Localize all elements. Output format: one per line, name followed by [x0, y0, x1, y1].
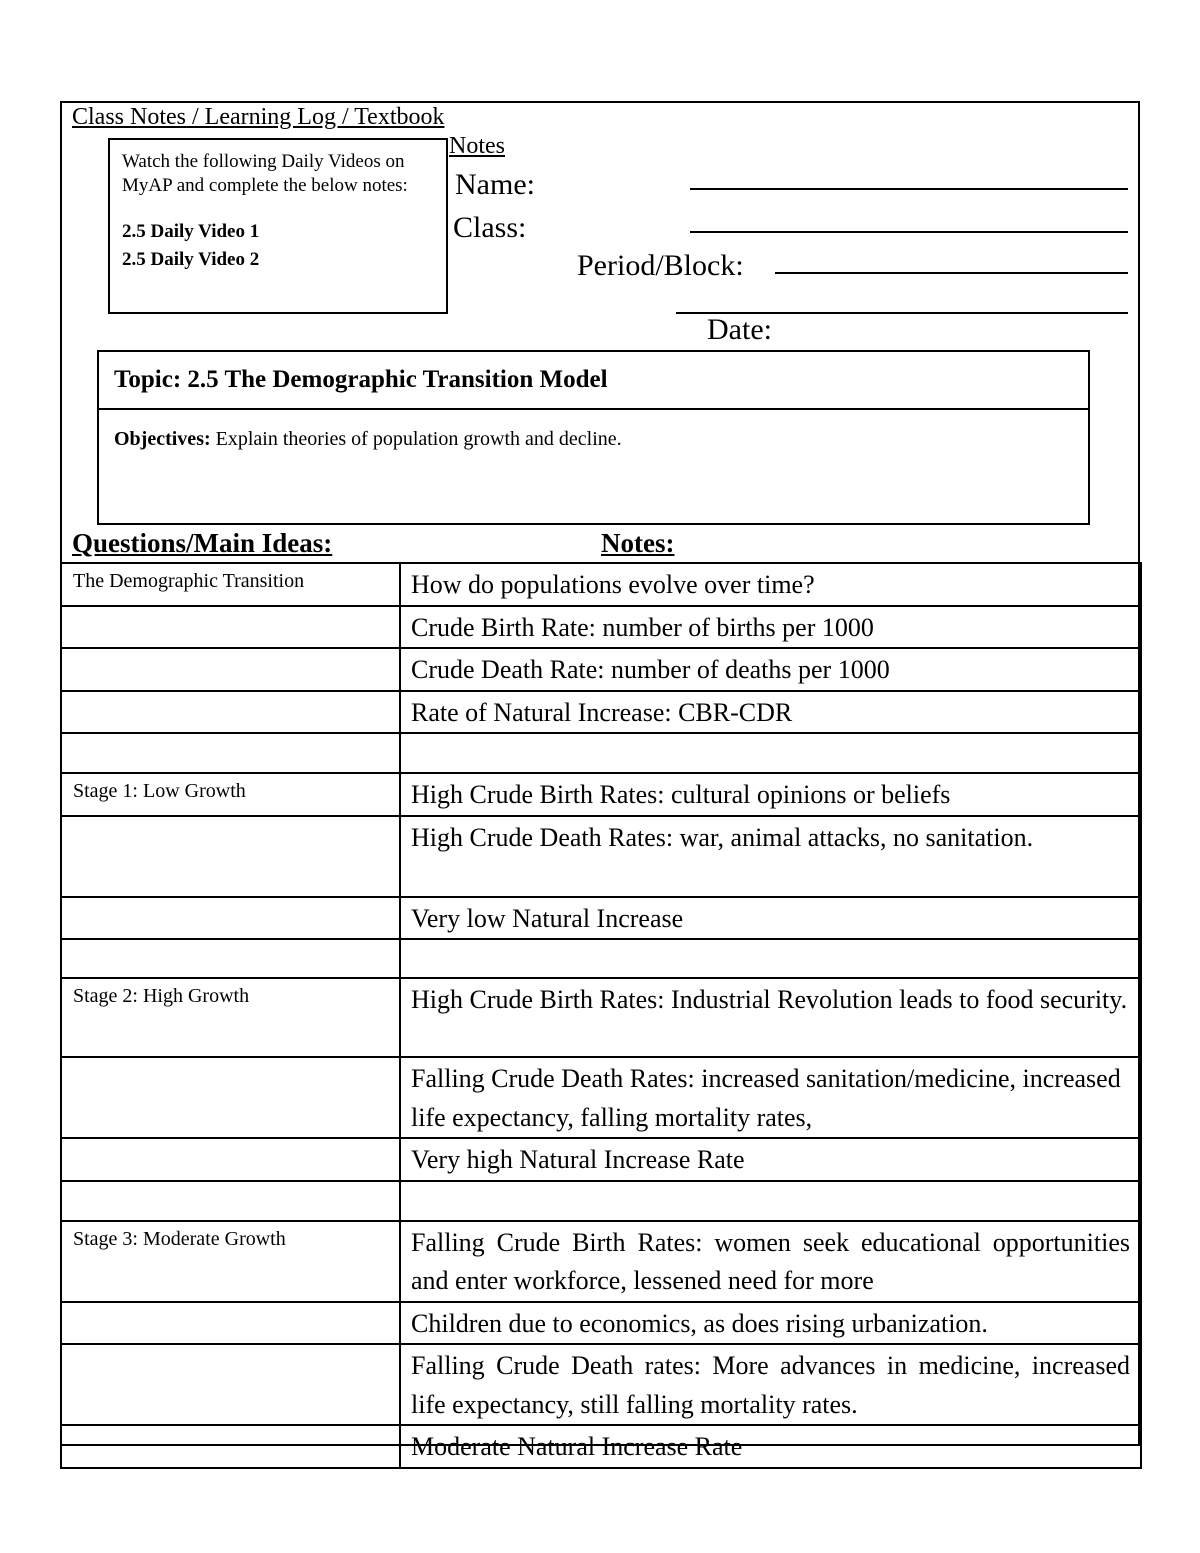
topic-title: Topic: 2.5 The Demographic Transition Model: [99, 352, 1088, 410]
table-row: [61, 978, 1141, 1057]
table-row: [61, 691, 1141, 734]
class-line[interactable]: [690, 231, 1128, 233]
question-cell[interactable]: Stage 2: High Growth: [61, 978, 400, 1057]
table-row: [61, 648, 1141, 691]
objectives: [114, 428, 622, 451]
question-cell[interactable]: [61, 733, 400, 773]
notes-cell[interactable]: [400, 1181, 1141, 1221]
daily-video-box: [108, 138, 448, 314]
notes-cell[interactable]: [400, 733, 1141, 773]
table-row: [61, 733, 1141, 773]
topic-box: [97, 350, 1090, 525]
notes-cell[interactable]: High Crude Birth Rates: Industrial Revolution leads to food security.: [400, 978, 1141, 1057]
period-block-line[interactable]: [775, 272, 1128, 274]
question-cell[interactable]: [61, 1181, 400, 1221]
period-block-label: Period/Block:: [577, 249, 744, 282]
table-row: [61, 816, 1141, 897]
question-cell[interactable]: [61, 606, 400, 649]
question-cell[interactable]: [61, 648, 400, 691]
table-row: [61, 1221, 1141, 1302]
date-label: Date:: [707, 313, 772, 346]
question-cell[interactable]: [61, 939, 400, 978]
table-row: [61, 1057, 1141, 1138]
question-cell[interactable]: [61, 1302, 400, 1345]
question-cell[interactable]: [61, 691, 400, 734]
question-cell[interactable]: [61, 1138, 400, 1181]
table-row: [61, 563, 1141, 606]
notes-table: [60, 562, 1142, 1469]
question-cell[interactable]: [61, 1057, 400, 1138]
table-row: [61, 897, 1141, 940]
notes-cell[interactable]: Moderate Natural Increase Rate: [400, 1425, 1141, 1468]
daily-video-1: 2.5 Daily Video 1: [122, 221, 260, 242]
notes-heading: Notes:: [601, 528, 675, 558]
table-row: [61, 1138, 1141, 1181]
table-row: [61, 773, 1141, 816]
question-cell[interactable]: Stage 3: Moderate Growth: [61, 1221, 400, 1302]
notes-cell[interactable]: Falling Crude Death rates: More advances in medicine, increased life expectancy, still falling mortality rates.: [400, 1344, 1141, 1425]
class-label: Class:: [453, 211, 527, 244]
notes-cell[interactable]: High Crude Birth Rates: cultural opinions or beliefs: [400, 773, 1141, 816]
question-cell[interactable]: [61, 1425, 400, 1468]
table-row: [61, 1181, 1141, 1221]
notes-cell[interactable]: Rate of Natural Increase: CBR-CDR: [400, 691, 1141, 734]
objectives-label: Objectives:: [114, 428, 211, 450]
header-title-continued: Notes: [449, 133, 505, 159]
notes-cell[interactable]: Very high Natural Increase Rate: [400, 1138, 1141, 1181]
objectives-text: Explain theories of population growth and decline.: [215, 428, 622, 450]
question-cell[interactable]: [61, 816, 400, 897]
notes-cell[interactable]: High Crude Death Rates: war, animal attacks, no sanitation.: [400, 816, 1141, 897]
video-instructions: Watch the following Daily Videos on MyAP and complete the below notes:: [122, 151, 408, 196]
table-row: [61, 1344, 1141, 1425]
notes-cell[interactable]: Crude Death Rate: number of deaths per 1000: [400, 648, 1141, 691]
questions-heading: Questions/Main Ideas:: [72, 528, 333, 558]
table-row: [61, 1302, 1141, 1345]
question-cell[interactable]: [61, 897, 400, 940]
table-row: [61, 606, 1141, 649]
name-line[interactable]: [690, 188, 1128, 190]
header-title: Class Notes / Learning Log / Textbook: [72, 104, 445, 130]
notes-cell[interactable]: [400, 939, 1141, 978]
question-cell[interactable]: The Demographic Transition: [61, 563, 400, 606]
notes-cell[interactable]: Falling Crude Birth Rates: women seek educational opportunities and enter workforce, lessened need for more: [400, 1221, 1141, 1302]
daily-video-2: 2.5 Daily Video 2: [122, 249, 260, 270]
table-row: [61, 1425, 1141, 1468]
notes-cell[interactable]: Falling Crude Death Rates: increased sanitation/medicine, increased life expectancy, falling mortality rates,: [400, 1057, 1141, 1138]
table-row: [61, 939, 1141, 978]
notes-cell[interactable]: Children due to economics, as does rising urbanization.: [400, 1302, 1141, 1345]
notes-cell[interactable]: How do populations evolve over time?: [400, 563, 1141, 606]
notes-cell[interactable]: Very low Natural Increase: [400, 897, 1141, 940]
name-label: Name:: [455, 168, 535, 201]
question-cell[interactable]: [61, 1344, 400, 1425]
question-cell[interactable]: Stage 1: Low Growth: [61, 773, 400, 816]
notes-cell[interactable]: Crude Birth Rate: number of births per 1000: [400, 606, 1141, 649]
